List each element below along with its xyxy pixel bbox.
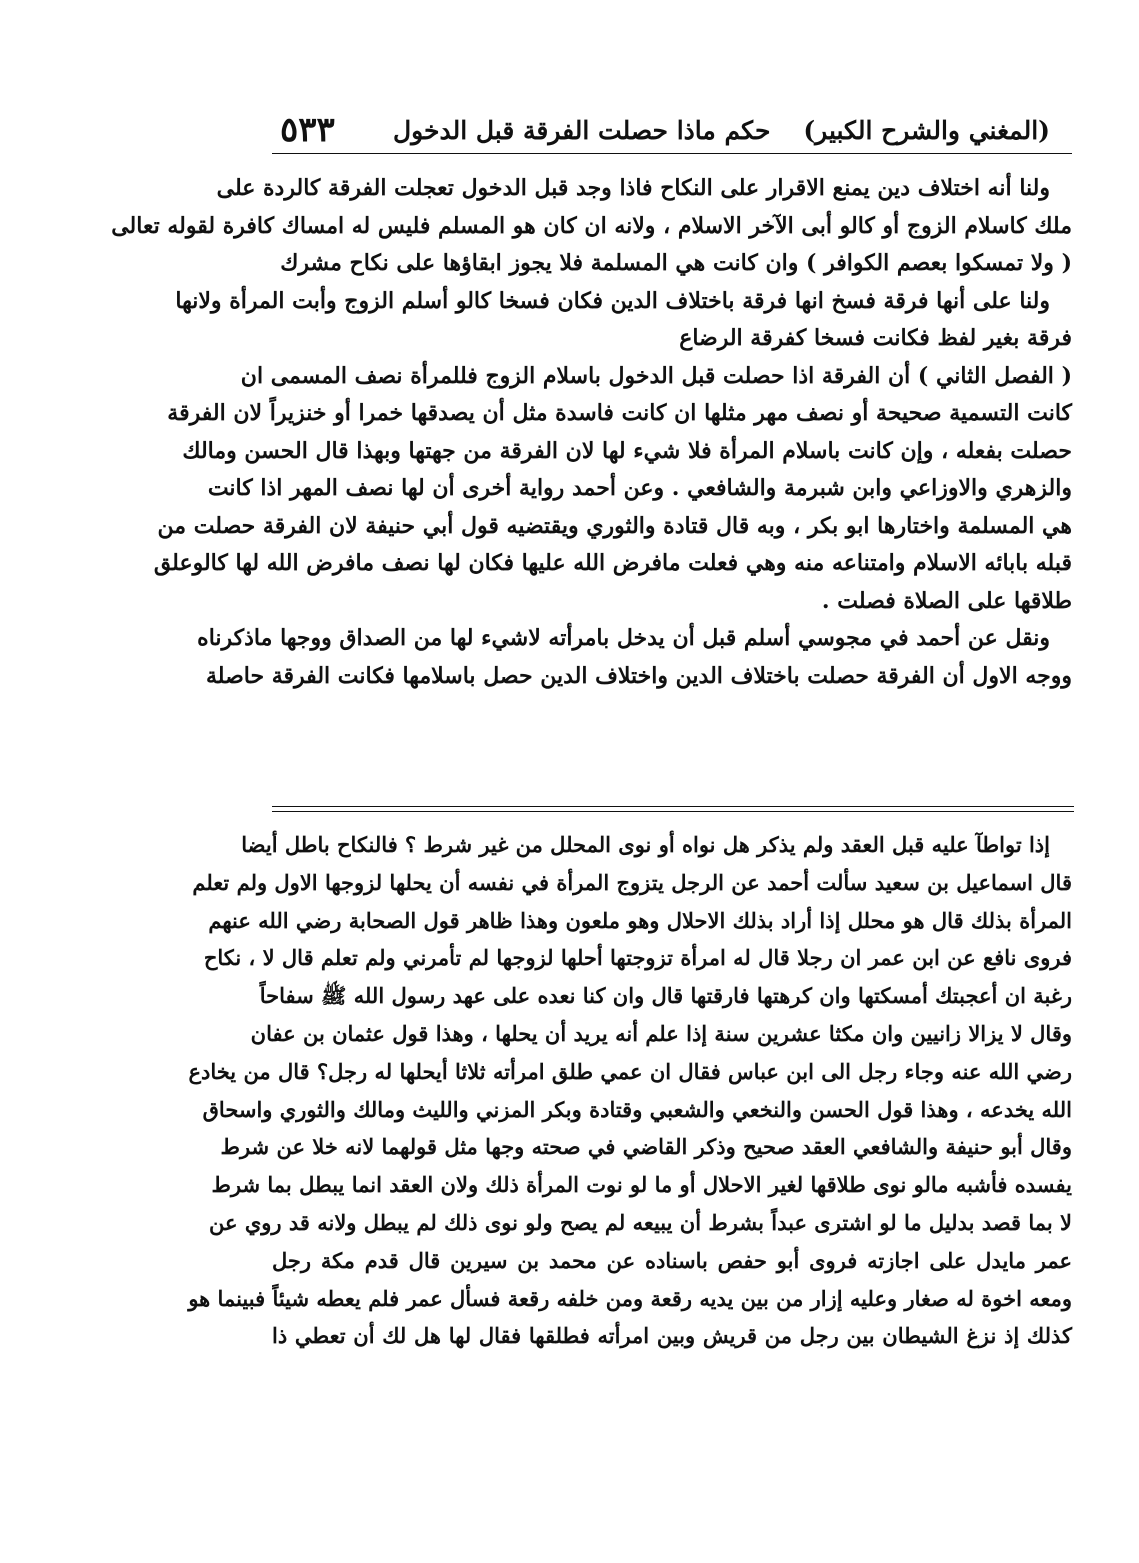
page-header — [280, 108, 1050, 152]
text-line: والزهري والاوزاعي وابن شبرمة والشافعي . وعن أحمد رواية أخرى أن لها نصف المهر اذا كانت — [207, 475, 1072, 501]
footnote-line: فروى نافع عن ابن عمر ان رجلا قال له امرأة تزوجتها أحلها لزوجها لم تأمرني ولم تعلم قال لا ، نكاح — [203, 945, 1072, 971]
text-line: كانت التسمية صحيحة أو نصف مهر مثلها ان كانت فاسدة مثل أن يصدقها خمرا أو خنزيراً لان الفرقة — [167, 400, 1072, 426]
footnote-line: الله يخدعه ، وهذا قول الحسن والنخعي والشعبي وقتادة وبكر المزني والليث ومالك والثوري واسحاق — [202, 1096, 1072, 1122]
header-rule — [272, 153, 1072, 154]
footnote-line: عمر مايدل على اجازته فروى أبو حفص باسناده عن محمد بن سيرين قال قدم مكة رجل — [272, 1247, 1072, 1273]
text-line: قبله بابائه الاسلام وامتناعه منه وهي فعلت مافرض الله عليها فكان لها نصف مافرض الله لها كالوعلق — [153, 550, 1072, 576]
footnote-separator — [272, 806, 1074, 812]
text-line: ونقل عن أحمد في مجوسي أسلم قبل أن يدخل بامرأته لاشيء لها من الصداق ووجها ماذكرناه — [197, 625, 1050, 651]
footnote-line: لا بما قصد بدليل ما لو اشترى عبداً بشرط أن يبيعه لم يصح ولو نوى ذلك لم يبطل ولانه قد روي عن — [209, 1209, 1072, 1235]
text-line: ولنا على أنها فرقة فسخ انها فرقة باختلاف الدين فكان فسخا كالو أسلم الزوج وأبت المرأة ولانها — [175, 287, 1050, 314]
text-line: طلاقها على الصلاة فصلت . — [821, 587, 1072, 614]
footnote-line: كذلك إذ نزغ الشيطان بين رجل من قريش وبين امرأته فطلقها فقال لها هل لك أن تعطي ذا — [272, 1323, 1072, 1349]
running-title: حكم ماذا حصلت الفرقة قبل الدخول — [392, 115, 771, 145]
text-line: حصلت بفعله ، وإن كانت باسلام المرأة فلا شيء لها لان الفرقة من جهتها وبهذا قال الحسن ومالك — [182, 437, 1072, 464]
footnote-line: ومعه اخوة له صغار وعليه إزار من بين يديه رقعة ومن خلفه رقعة فسأل عمر فلم يعطه شيئاً فبينما هو — [188, 1285, 1072, 1311]
text-line: ( ولا تمسكوا بعصم الكوافر ) وان كانت هي المسلمة فلا يجوز ابقاؤها على نكاح مشرك — [280, 250, 1072, 276]
main-text — [111, 170, 1072, 695]
footnote-line: رغبة ان أعجبتك أمسكتها وان كرهتها فارقتها قال وان كنا نعده على عهد رسول الله ﷺ سفاحاً — [259, 983, 1072, 1009]
text-line: ووجه الاول أن الفرقة حصلت باختلاف الدين واختلاف الدين حصل باسلامها فكانت الفرقة حاصلة — [206, 662, 1072, 689]
text-line: هي المسلمة واختارها ابو بكر ، وبه قال قتادة والثوري ويقتضيه قول أبي حنيفة لان الفرقة حصلت من — [157, 512, 1072, 539]
page-number: ٥٣٣ — [280, 110, 335, 150]
text-line: ملك كاسلام الزوج أو كالو أبى الآخر الاسلام ، ولانه ان كان هو المسلم فليس له امساك كافرة لقوله تعالى — [111, 212, 1072, 239]
footnote-line: المرأة بذلك قال هو محلل إذا أراد بذلك الاحلال وهو ملعون وهذا ظاهر قول الصحابة رضي الله عنهم — [208, 907, 1072, 933]
book-title: (المغني والشرح الكبير) — [803, 115, 1050, 145]
footnote-line: وقال أبو حنيفة والشافعي العقد صحيح وذكر القاضي في صحته وجها مثل قولهما لانه خلا عن شرط — [220, 1134, 1072, 1160]
footnote-line: وقال لا يزالا زانيين وان مكثا عشرين سنة إذا علم أنه يريد أن يحلها ، وهذا قول عثمان بن عفان — [250, 1020, 1072, 1046]
footnote-line: رضي الله عنه وجاء رجل الى ابن عباس فقال ان عمي طلق امرأته ثلاثا أيحلها له رجل؟ قال من يخادع — [188, 1058, 1072, 1084]
text-line: ولنا أنه اختلاف دين يمنع الاقرار على النكاح فاذا وجد قبل الدخول تعجلت الفرقة كالردة على — [216, 175, 1050, 201]
footnote-text — [188, 826, 1072, 1355]
text-line: فرقة بغير لفظ فكانت فسخا كفرقة الرضاع — [679, 325, 1072, 351]
footnote-line: قال اسماعيل بن سعيد سألت أحمد عن الرجل يتزوج المرأة في نفسه أن يحلها لزوجها الاول ولم تعلم — [192, 869, 1072, 895]
footnote-line: يفسده فأشبه مالو نوى طلاقها لغير الاحلال أو ما لو نوت المرأة ذلك ولان العقد انما يبطل بما شرط — [211, 1172, 1072, 1198]
text-line: ( الفصل الثاني ) أن الفرقة اذا حصلت قبل الدخول باسلام الزوج فللمرأة نصف المسمى ان — [240, 362, 1072, 389]
footnote-line: إذا تواطآ عليه قبل العقد ولم يذكر هل نواه أو نوى المحلل من غير شرط ؟ فالنكاح باطل أيضا — [241, 832, 1050, 857]
